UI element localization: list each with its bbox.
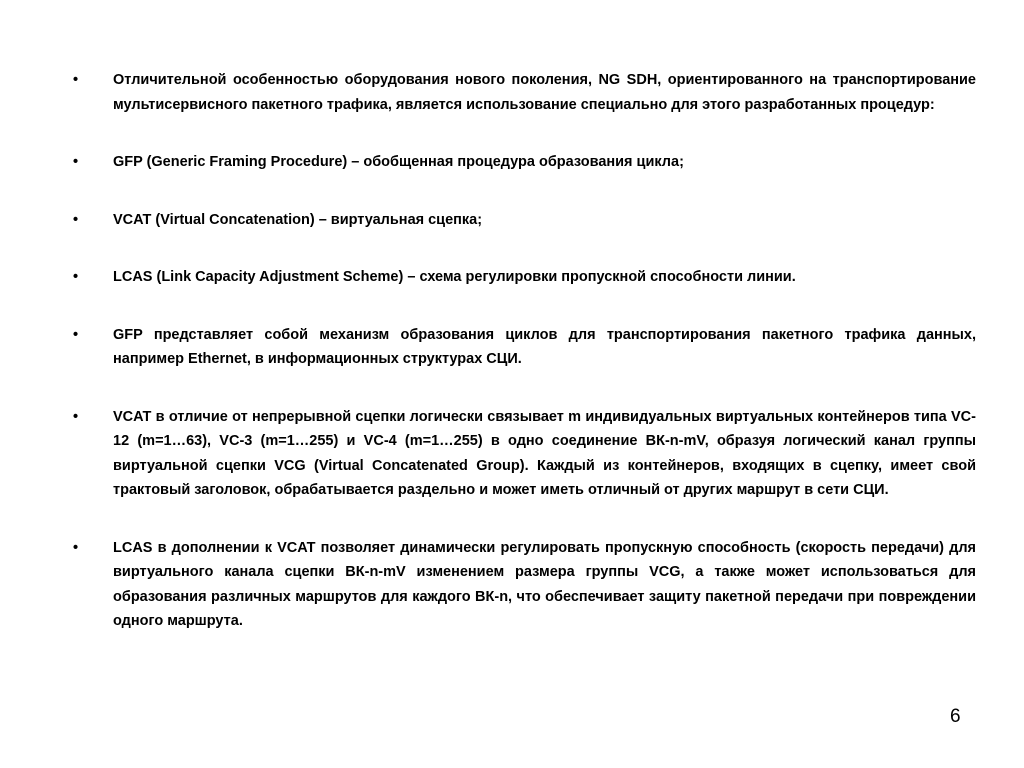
- bullet-list: [70, 68, 976, 634]
- bullet-dot-icon: •: [73, 211, 79, 228]
- bullet-text: Отличительной особенностью оборудования нового поколения, NG SDH, ориентированного на транспортирование мультисервисного пакетного трафика, является использование специально для этого разработанных процедур:: [113, 72, 976, 113]
- bullet-text: VCAT в отличие от непрерывной сцепки логически связывает m индивидуальных виртуальных контейнеров типа VC-12 (m=1…63), VC-3 (m=1…255) и VC-4 (m=1…255) в одно соединение ВК-n-mV, образуя логический канал группы виртуальной сцепки VCG (Virtual Concatenated Group). Каждый из контейнеров, входящих в сцепку, имеет свой трактовый заголовок, обрабатывается раздельно и может иметь отличный от других маршрут в сети СЦИ.: [113, 408, 976, 498]
- bullet-dot-icon: •: [73, 326, 79, 343]
- bullet-item-2: [70, 150, 976, 175]
- bullet-item-6: [70, 405, 976, 503]
- bullet-dot-icon: •: [73, 72, 79, 88]
- bullet-text: LCAS (Link Capacity Adjustment Scheme) – схема регулировки пропускной способности линии.: [113, 269, 796, 285]
- bullet-dot-icon: •: [73, 539, 79, 556]
- page-number: 6: [950, 706, 961, 727]
- bullet-text: VCAT (Virtual Concatenation) – виртуальная сцепка;: [113, 211, 483, 228]
- bullet-text: LCAS в дополнении к VCAT позволяет динамически регулировать пропускную способность (скорость передачи) для виртуального канала сцепки ВК-n-mV изменением размера группы VCG, а также может использоваться для образования различных маршрутов для каждого ВК-n, что обеспечивает защиту пакетной передачи при повреждении одного маршрута.: [113, 539, 976, 629]
- bullet-text: GFP представляет собой механизм образования циклов для транспортирования пакетного трафика данных, например Ethernet, в информационных структурах СЦИ.: [113, 326, 976, 367]
- bullet-text: GFP (Generic Framing Procedure) – обобщенная процедура образования цикла;: [113, 154, 684, 170]
- bullet-item-4: [70, 265, 976, 290]
- bullet-item-3: [70, 208, 976, 233]
- bullet-dot-icon: •: [73, 408, 79, 425]
- bullet-dot-icon: •: [73, 269, 79, 285]
- bullet-item-7: [70, 536, 976, 634]
- bullet-dot-icon: •: [73, 154, 79, 170]
- bullet-item-1: [70, 68, 976, 117]
- bullet-item-5: [70, 323, 976, 372]
